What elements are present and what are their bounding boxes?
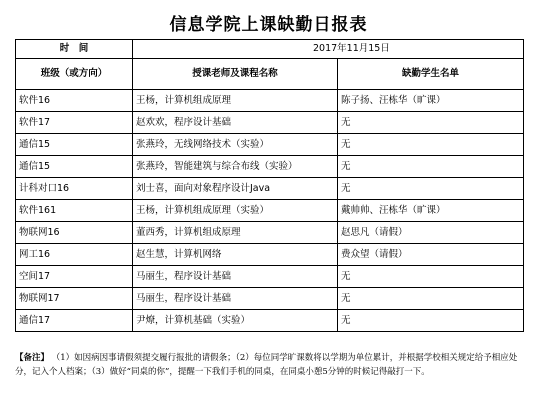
absent-cell: 无	[338, 112, 524, 134]
absent-cell: 无	[338, 266, 524, 288]
absence-table	[15, 39, 524, 332]
notes	[15, 351, 525, 379]
header-row	[16, 59, 524, 90]
class-cell: 软件17	[16, 112, 133, 134]
table-row	[16, 134, 524, 156]
table-row	[16, 112, 524, 134]
class-cell: 软件161	[16, 200, 133, 222]
table-row	[16, 266, 524, 288]
absent-cell: 无	[338, 310, 524, 332]
class-cell: 网工16	[16, 244, 133, 266]
report-title: 信息学院上课缺勤日报表	[169, 15, 368, 35]
absent-cell: 陈子扬、汪栋华（旷课）	[338, 90, 524, 112]
date-row	[16, 40, 524, 59]
table-row	[16, 244, 524, 266]
class-cell: 计科对口16	[16, 178, 133, 200]
teacher-course-cell: 张燕玲，智能建筑与综合布线（实验）	[133, 156, 338, 178]
date-value: 2017年11月15日	[133, 40, 524, 59]
teacher-course-cell: 马丽生，程序设计基础	[133, 266, 338, 288]
teacher-course-cell: 王杨，计算机组成原理（实验）	[133, 200, 338, 222]
header-teacher-course: 授课老师及课程名称	[133, 59, 338, 90]
teacher-course-cell: 王杨，计算机组成原理	[133, 90, 338, 112]
table-row	[16, 156, 524, 178]
class-cell: 通信17	[16, 310, 133, 332]
class-cell: 通信15	[16, 156, 133, 178]
header-absent: 缺勤学生名单	[338, 59, 524, 90]
absent-cell: 无	[338, 178, 524, 200]
teacher-course-cell: 刘士喜，面向对象程序设计Java	[133, 178, 338, 200]
table-row	[16, 310, 524, 332]
absent-cell: 无	[338, 288, 524, 310]
teacher-course-cell: 赵生慧，计算机网络	[133, 244, 338, 266]
class-cell: 软件16	[16, 90, 133, 112]
absent-cell: 赵思凡（请假）	[338, 222, 524, 244]
notes-text: （1）如因病因事请假须提交履行报批的请假条；（2）每位同学旷课数将以学期为单位累计，并根据学校相关规定给予相应处分，记入个人档案；（3）做好“同桌的你”，提醒一下我们手机的同桌，在同桌小憩5分钟的时候记得敲打一下。	[15, 353, 518, 377]
absent-cell: 无	[338, 134, 524, 156]
teacher-course-cell: 张燕玲，无线网络技术（实验）	[133, 134, 338, 156]
table-row	[16, 90, 524, 112]
table-row	[16, 222, 524, 244]
teacher-course-cell: 尹燎，计算机基础（实验）	[133, 310, 338, 332]
table-row	[16, 178, 524, 200]
header-class: 班级（或方向）	[16, 59, 133, 90]
absent-cell: 戴帅帅、汪栋华（旷课）	[338, 200, 524, 222]
teacher-course-cell: 董西秀，计算机组成原理	[133, 222, 338, 244]
class-cell: 物联网17	[16, 288, 133, 310]
class-cell: 通信15	[16, 134, 133, 156]
class-cell: 空间17	[16, 266, 133, 288]
absent-cell: 无	[338, 156, 524, 178]
table-row	[16, 288, 524, 310]
absent-cell: 费众望（请假）	[338, 244, 524, 266]
date-label: 时 间	[16, 40, 133, 59]
table-row	[16, 200, 524, 222]
class-cell: 物联网16	[16, 222, 133, 244]
teacher-course-cell: 赵欢欢，程序设计基础	[133, 112, 338, 134]
notes-label: 【备注】	[15, 353, 50, 363]
teacher-course-cell: 马丽生，程序设计基础	[133, 288, 338, 310]
